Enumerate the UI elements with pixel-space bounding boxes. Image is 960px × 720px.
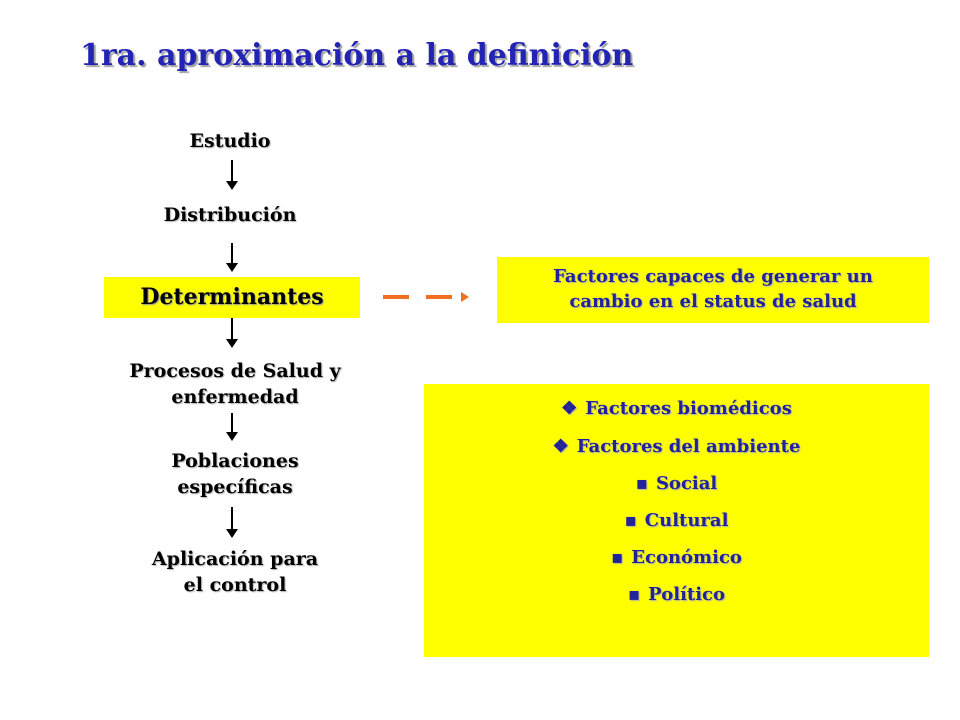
flow-arrow-3 — [231, 318, 233, 346]
factor-label: Cultural — [644, 510, 729, 531]
factor-label: Económico — [631, 547, 742, 568]
procesos-line-1: Procesos de Salud y — [129, 360, 341, 382]
factor-item — [424, 436, 929, 457]
square-bullet-icon: ▪ — [635, 473, 648, 494]
flow-arrow-1 — [231, 160, 233, 188]
factor-label: Político — [648, 584, 726, 605]
procesos-line-2: enfermedad — [171, 386, 299, 408]
flow-arrow-2 — [231, 243, 233, 270]
page-title: 1ra. aproximación a la definición — [80, 38, 634, 73]
square-bullet-icon: ▪ — [624, 510, 637, 531]
flow-node-distribucion: Distribución — [163, 204, 297, 226]
factors-box — [424, 384, 929, 657]
aplicacion-line-1: Aplicación para — [151, 548, 319, 570]
factor-item — [424, 584, 929, 605]
factor-item — [424, 510, 929, 531]
aplicacion-line-2: el control — [183, 574, 287, 596]
square-bullet-icon: ▪ — [611, 547, 624, 568]
definition-line-2: cambio en el status de salud — [569, 291, 857, 312]
dashed-arrow-segment-2 — [426, 295, 452, 299]
dashed-arrow-segment-1 — [383, 295, 409, 299]
flow-node-estudio: Estudio — [189, 130, 271, 152]
factor-item — [424, 473, 929, 494]
definition-line-1: Factores capaces de generar un — [553, 266, 873, 287]
definition-box — [497, 257, 929, 323]
flow-arrow-4 — [231, 413, 233, 439]
factor-label: Factores del ambiente — [576, 436, 801, 457]
poblaciones-line-1: Poblaciones — [171, 450, 299, 472]
flow-node-poblaciones — [130, 448, 340, 500]
diamond-bullet-icon: ❖ — [561, 398, 578, 419]
factor-item — [424, 547, 929, 568]
dashed-arrow-head — [461, 292, 469, 302]
factor-label: Social — [655, 473, 718, 494]
poblaciones-line-2: específicas — [177, 476, 293, 498]
flow-node-procesos — [100, 358, 370, 410]
determinantes-box: Determinantes — [104, 277, 360, 318]
diamond-bullet-icon: ❖ — [552, 436, 569, 457]
factor-label: Factores biomédicos — [585, 398, 792, 419]
factor-item — [424, 398, 929, 419]
flow-node-aplicacion — [110, 546, 360, 598]
square-bullet-icon: ▪ — [627, 584, 641, 605]
flow-arrow-5 — [231, 507, 233, 536]
